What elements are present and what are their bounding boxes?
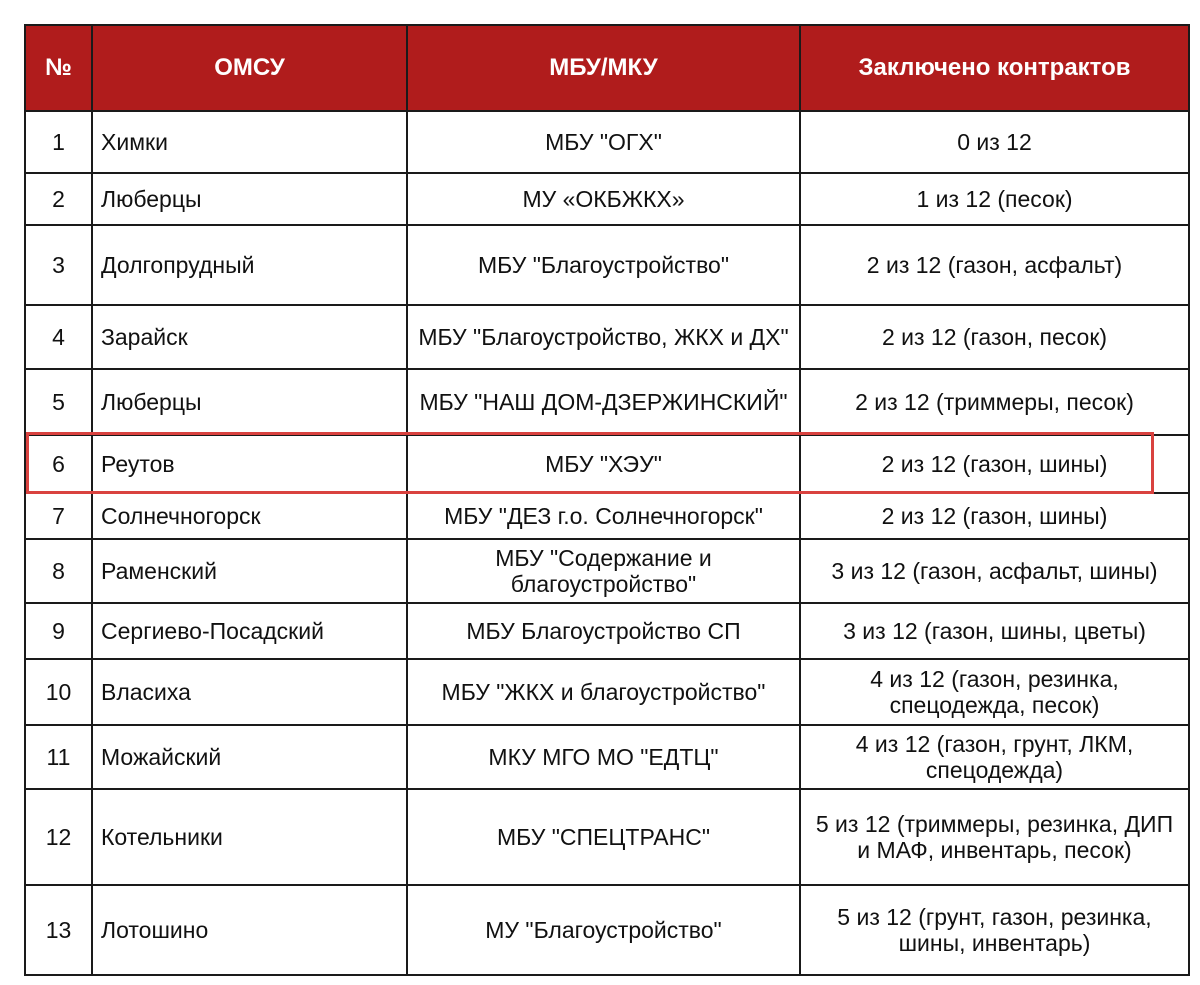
cell-omsu: Люберцы <box>92 369 407 435</box>
table-row-highlighted <box>25 435 1189 493</box>
cell-mbu: МБУ "ДЕЗ г.о. Солнечногорск" <box>407 493 800 539</box>
cell-num: 3 <box>25 225 92 305</box>
cell-contracts: 2 из 12 (газон, асфальт) <box>800 225 1189 305</box>
header-mbu: МБУ/МКУ <box>407 25 800 111</box>
cell-num: 13 <box>25 885 92 975</box>
cell-contracts: 0 из 12 <box>800 111 1189 173</box>
table-row <box>25 789 1189 885</box>
cell-mbu: МБУ "Благоустройство, ЖКХ и ДХ" <box>407 305 800 369</box>
cell-mbu: МУ "Благоустройство" <box>407 885 800 975</box>
cell-mbu: МБУ "Благоустройство" <box>407 225 800 305</box>
table-row <box>25 539 1189 603</box>
table-row <box>25 659 1189 725</box>
cell-num: 2 <box>25 173 92 225</box>
cell-contracts: 5 из 12 (триммеры, резинка, ДИП и МАФ, инвентарь, песок) <box>800 789 1189 885</box>
cell-omsu: Солнечногорск <box>92 493 407 539</box>
cell-mbu: МБУ "НАШ ДОМ-ДЗЕРЖИНСКИЙ" <box>407 369 800 435</box>
cell-omsu: Власиха <box>92 659 407 725</box>
cell-omsu: Раменский <box>92 539 407 603</box>
table-row <box>25 603 1189 659</box>
cell-omsu: Лотошино <box>92 885 407 975</box>
cell-mbu: МБУ "ЖКХ и благоустройство" <box>407 659 800 725</box>
cell-mbu: МУ «ОКБЖКХ» <box>407 173 800 225</box>
header-num: № <box>25 25 92 111</box>
cell-num: 1 <box>25 111 92 173</box>
cell-omsu: Можайский <box>92 725 407 789</box>
cell-contracts: 4 из 12 (газон, резинка, спецодежда, песок) <box>800 659 1189 725</box>
cell-mbu: МБУ "Содержание и благоустройство" <box>407 539 800 603</box>
cell-mbu: МКУ МГО МО "ЕДТЦ" <box>407 725 800 789</box>
cell-mbu: МБУ Благоустройство СП <box>407 603 800 659</box>
table-row <box>25 725 1189 789</box>
cell-num: 9 <box>25 603 92 659</box>
cell-omsu: Котельники <box>92 789 407 885</box>
cell-contracts: 2 из 12 (газон, шины) <box>800 435 1189 493</box>
cell-omsu: Реутов <box>92 435 407 493</box>
cell-omsu: Люберцы <box>92 173 407 225</box>
contracts-table <box>24 24 1190 976</box>
cell-num: 4 <box>25 305 92 369</box>
cell-omsu: Долгопрудный <box>92 225 407 305</box>
cell-num: 6 <box>25 435 92 493</box>
cell-contracts: 4 из 12 (газон, грунт, ЛКМ, спецодежда) <box>800 725 1189 789</box>
cell-contracts: 2 из 12 (газон, шины) <box>800 493 1189 539</box>
cell-omsu: Зарайск <box>92 305 407 369</box>
cell-num: 5 <box>25 369 92 435</box>
table-row <box>25 173 1189 225</box>
header-row <box>25 25 1189 111</box>
table-row <box>25 305 1189 369</box>
cell-num: 11 <box>25 725 92 789</box>
cell-omsu: Сергиево-Посадский <box>92 603 407 659</box>
cell-num: 7 <box>25 493 92 539</box>
cell-mbu: МБУ "ХЭУ" <box>407 435 800 493</box>
cell-contracts: 1 из 12 (песок) <box>800 173 1189 225</box>
cell-num: 12 <box>25 789 92 885</box>
cell-contracts: 3 из 12 (газон, шины, цветы) <box>800 603 1189 659</box>
table-row <box>25 111 1189 173</box>
cell-contracts: 2 из 12 (газон, песок) <box>800 305 1189 369</box>
cell-num: 8 <box>25 539 92 603</box>
table-row <box>25 369 1189 435</box>
table-row <box>25 885 1189 975</box>
cell-mbu: МБУ "СПЕЦТРАНС" <box>407 789 800 885</box>
cell-mbu: МБУ "ОГХ" <box>407 111 800 173</box>
header-contracts: Заключено контрактов <box>800 25 1189 111</box>
cell-contracts: 2 из 12 (триммеры, песок) <box>800 369 1189 435</box>
cell-contracts: 5 из 12 (грунт, газон, резинка, шины, инвентарь) <box>800 885 1189 975</box>
cell-omsu: Химки <box>92 111 407 173</box>
table-row <box>25 493 1189 539</box>
cell-contracts: 3 из 12 (газон, асфальт, шины) <box>800 539 1189 603</box>
header-omsu: ОМСУ <box>92 25 407 111</box>
table-row <box>25 225 1189 305</box>
contracts-table-container <box>24 24 1188 976</box>
cell-num: 10 <box>25 659 92 725</box>
